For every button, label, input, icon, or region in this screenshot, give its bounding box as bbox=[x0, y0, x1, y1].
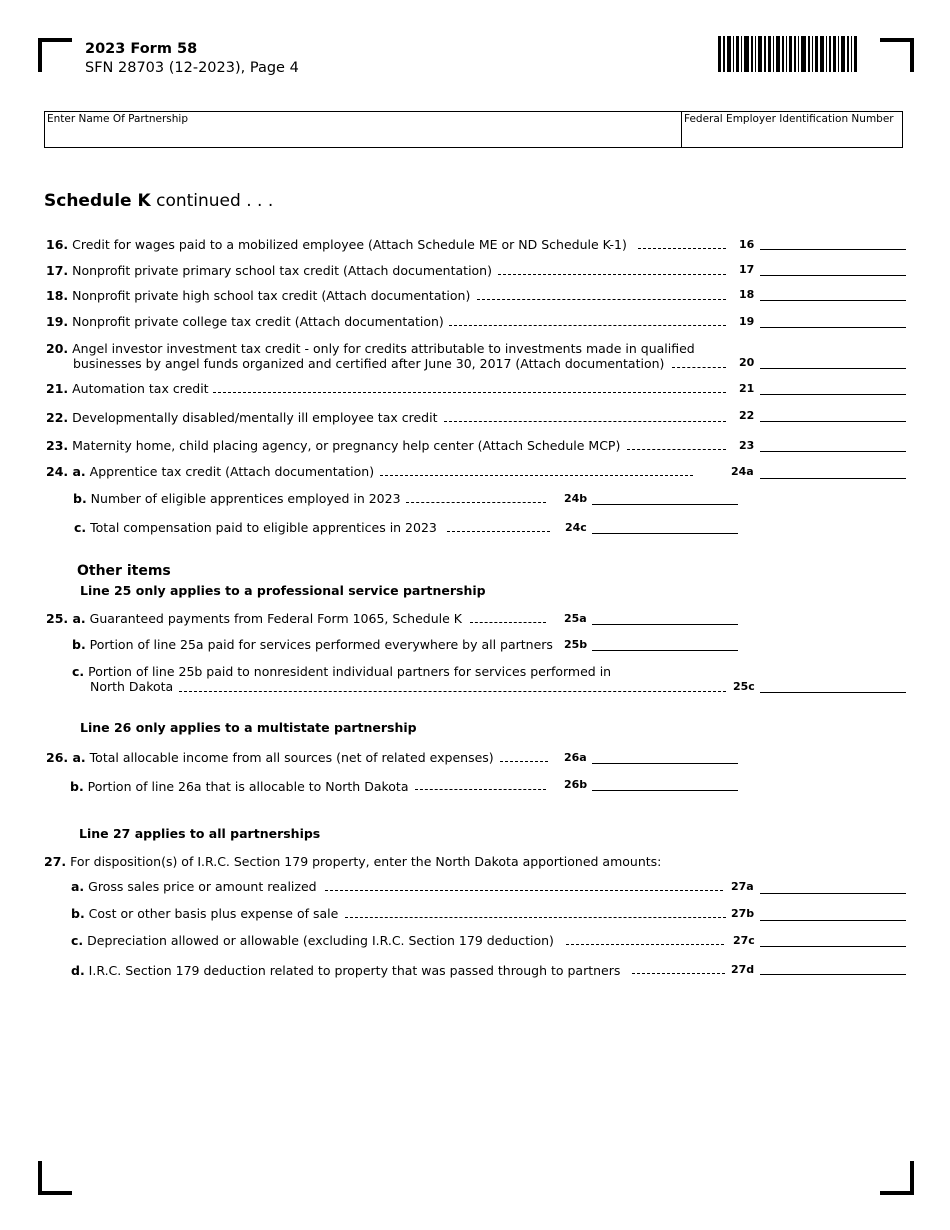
line-24b-text: b. Number of eligible apprentices employed in 2023 bbox=[73, 491, 401, 506]
line-24a-input[interactable] bbox=[760, 478, 906, 479]
line-27b-input[interactable] bbox=[760, 920, 906, 921]
schedule-title bbox=[44, 191, 273, 211]
line-23-input[interactable] bbox=[760, 451, 906, 452]
line-20-label: 20 bbox=[739, 356, 755, 369]
line-26a-input[interactable] bbox=[592, 763, 738, 764]
leader-dots bbox=[470, 622, 546, 623]
line-25a-text: 25. a. Guaranteed payments from Federal Form 1065, Schedule K bbox=[46, 611, 462, 626]
line-21-label: 21 bbox=[739, 382, 755, 395]
partnership-name-field[interactable] bbox=[45, 112, 682, 147]
line-27b-text: b. Cost or other basis plus expense of sale bbox=[71, 906, 339, 921]
leader-dots bbox=[345, 917, 726, 918]
line-17-text: 17. Nonprofit private primary school tax credit (Attach documentation) bbox=[46, 263, 492, 278]
line-22-text: 22. Developmentally disabled/mentally ill employee tax credit bbox=[46, 410, 438, 425]
line-19-label: 19 bbox=[739, 315, 755, 328]
leader-dots bbox=[449, 325, 726, 326]
fein-label: Federal Employer Identification Number bbox=[684, 113, 894, 125]
line-25a-label: 25a bbox=[564, 612, 587, 625]
line-18-text: 18. Nonprofit private high school tax credit (Attach documentation) bbox=[46, 288, 471, 303]
line-19-text: 19. Nonprofit private college tax credit (Attach documentation) bbox=[46, 314, 444, 329]
line-20-text-cont: businesses by angel funds organized and certified after June 30, 2017 (Attach documentation) bbox=[73, 356, 665, 371]
line-27-note: Line 27 applies to all partnerships bbox=[79, 826, 321, 841]
line-24b-label: 24b bbox=[564, 492, 588, 505]
form-title: 2023 Form 58 bbox=[85, 41, 198, 57]
line-24c-text: c. Total compensation paid to eligible apprentices in 2023 bbox=[74, 520, 437, 535]
line-26b-text: b. Portion of line 26a that is allocable to North Dakota bbox=[70, 779, 409, 794]
leader-dots bbox=[627, 449, 726, 450]
line-23-text: 23. Maternity home, child placing agency, or pregnancy help center (Attach Schedule MCP) bbox=[46, 438, 621, 453]
schedule-title-bold: Schedule K bbox=[44, 191, 151, 211]
line-26a-text: 26. a. Total allocable income from all sources (net of related expenses) bbox=[46, 750, 494, 765]
partnership-info-box bbox=[44, 111, 903, 148]
line-20-text: 20. Angel investor investment tax credit - only for credits attributable to investments made in qualified bbox=[46, 341, 695, 356]
line-27-text: 27. For disposition(s) of I.R.C. Section 179 property, enter the North Dakota apportioned amounts: bbox=[44, 854, 662, 869]
leader-dots bbox=[672, 367, 726, 368]
leader-dots bbox=[406, 502, 546, 503]
line-25c-text: c. Portion of line 25b paid to nonresident individual partners for services performed in bbox=[72, 664, 612, 679]
line-25c-text-cont: North Dakota bbox=[90, 679, 174, 694]
line-24b-input[interactable] bbox=[592, 504, 738, 505]
line-23-label: 23 bbox=[739, 439, 755, 452]
crop-mark-top-right bbox=[880, 38, 914, 72]
line-17-input[interactable] bbox=[760, 275, 906, 276]
line-26b-input[interactable] bbox=[592, 790, 738, 791]
line-19-input[interactable] bbox=[760, 327, 906, 328]
line-26-note: Line 26 only applies to a multistate partnership bbox=[80, 720, 417, 735]
line-18-label: 18 bbox=[739, 288, 755, 301]
line-26b-label: 26b bbox=[564, 778, 588, 791]
leader-dots bbox=[325, 890, 723, 891]
line-27c-text: c. Depreciation allowed or allowable (excluding I.R.C. Section 179 deduction) bbox=[71, 933, 554, 948]
line-25b-text: b. Portion of line 25a paid for services performed everywhere by all partners bbox=[72, 637, 553, 652]
line-22-input[interactable] bbox=[760, 421, 906, 422]
line-16-input[interactable] bbox=[760, 249, 906, 250]
leader-dots bbox=[380, 475, 693, 476]
crop-mark-top-left bbox=[38, 38, 72, 72]
line-26a-label: 26a bbox=[564, 751, 587, 764]
line-24a-text: 24. a. Apprentice tax credit (Attach documentation) bbox=[46, 464, 375, 479]
line-24c-input[interactable] bbox=[592, 533, 738, 534]
leader-dots bbox=[566, 944, 724, 945]
leader-dots bbox=[415, 789, 546, 790]
line-25b-label: 25b bbox=[564, 638, 588, 651]
leader-dots bbox=[447, 531, 550, 532]
line-27c-label: 27c bbox=[733, 934, 755, 947]
form-subtitle: SFN 28703 (12-2023), Page 4 bbox=[85, 60, 299, 76]
fein-field[interactable] bbox=[682, 112, 902, 147]
leader-dots bbox=[477, 299, 726, 300]
schedule-title-rest: continued . . . bbox=[150, 191, 274, 211]
line-22-label: 22 bbox=[739, 409, 755, 422]
line-27d-input[interactable] bbox=[760, 974, 906, 975]
line-25b-input[interactable] bbox=[592, 650, 738, 651]
leader-dots bbox=[213, 392, 726, 393]
leader-dots bbox=[632, 973, 725, 974]
line-25-note: Line 25 only applies to a professional service partnership bbox=[80, 583, 486, 598]
line-17-label: 17 bbox=[739, 263, 755, 276]
line-16-text: 16. Credit for wages paid to a mobilized employee (Attach Schedule ME or ND Schedule K-1) bbox=[46, 237, 627, 252]
leader-dots bbox=[498, 274, 726, 275]
crop-mark-bottom-right bbox=[880, 1161, 914, 1195]
line-25c-input[interactable] bbox=[760, 692, 906, 693]
leader-dots bbox=[179, 691, 726, 692]
other-items-heading: Other items bbox=[77, 563, 171, 579]
line-27d-text: d. I.R.C. Section 179 deduction related to property that was passed through to partners bbox=[71, 963, 621, 978]
line-18-input[interactable] bbox=[760, 300, 906, 301]
leader-dots bbox=[638, 248, 726, 249]
line-24a-label: 24a bbox=[731, 465, 754, 478]
line-27a-label: 27a bbox=[731, 880, 754, 893]
crop-mark-bottom-left bbox=[38, 1161, 72, 1195]
line-27b-label: 27b bbox=[731, 907, 755, 920]
line-20-input[interactable] bbox=[760, 368, 906, 369]
leader-dots bbox=[500, 761, 548, 762]
line-25c-label: 25c bbox=[733, 680, 755, 693]
line-27d-label: 27d bbox=[731, 963, 755, 976]
line-27a-input[interactable] bbox=[760, 893, 906, 894]
line-21-text: 21. Automation tax credit bbox=[46, 381, 209, 396]
line-25a-input[interactable] bbox=[592, 624, 738, 625]
line-27c-input[interactable] bbox=[760, 946, 906, 947]
line-27a-text: a. Gross sales price or amount realized bbox=[71, 879, 317, 894]
partnership-name-label: Enter Name Of Partnership bbox=[47, 113, 189, 125]
line-21-input[interactable] bbox=[760, 394, 906, 395]
line-16-label: 16 bbox=[739, 238, 755, 251]
barcode-icon bbox=[718, 36, 858, 72]
leader-dots bbox=[444, 421, 726, 422]
line-24c-label: 24c bbox=[565, 521, 587, 534]
